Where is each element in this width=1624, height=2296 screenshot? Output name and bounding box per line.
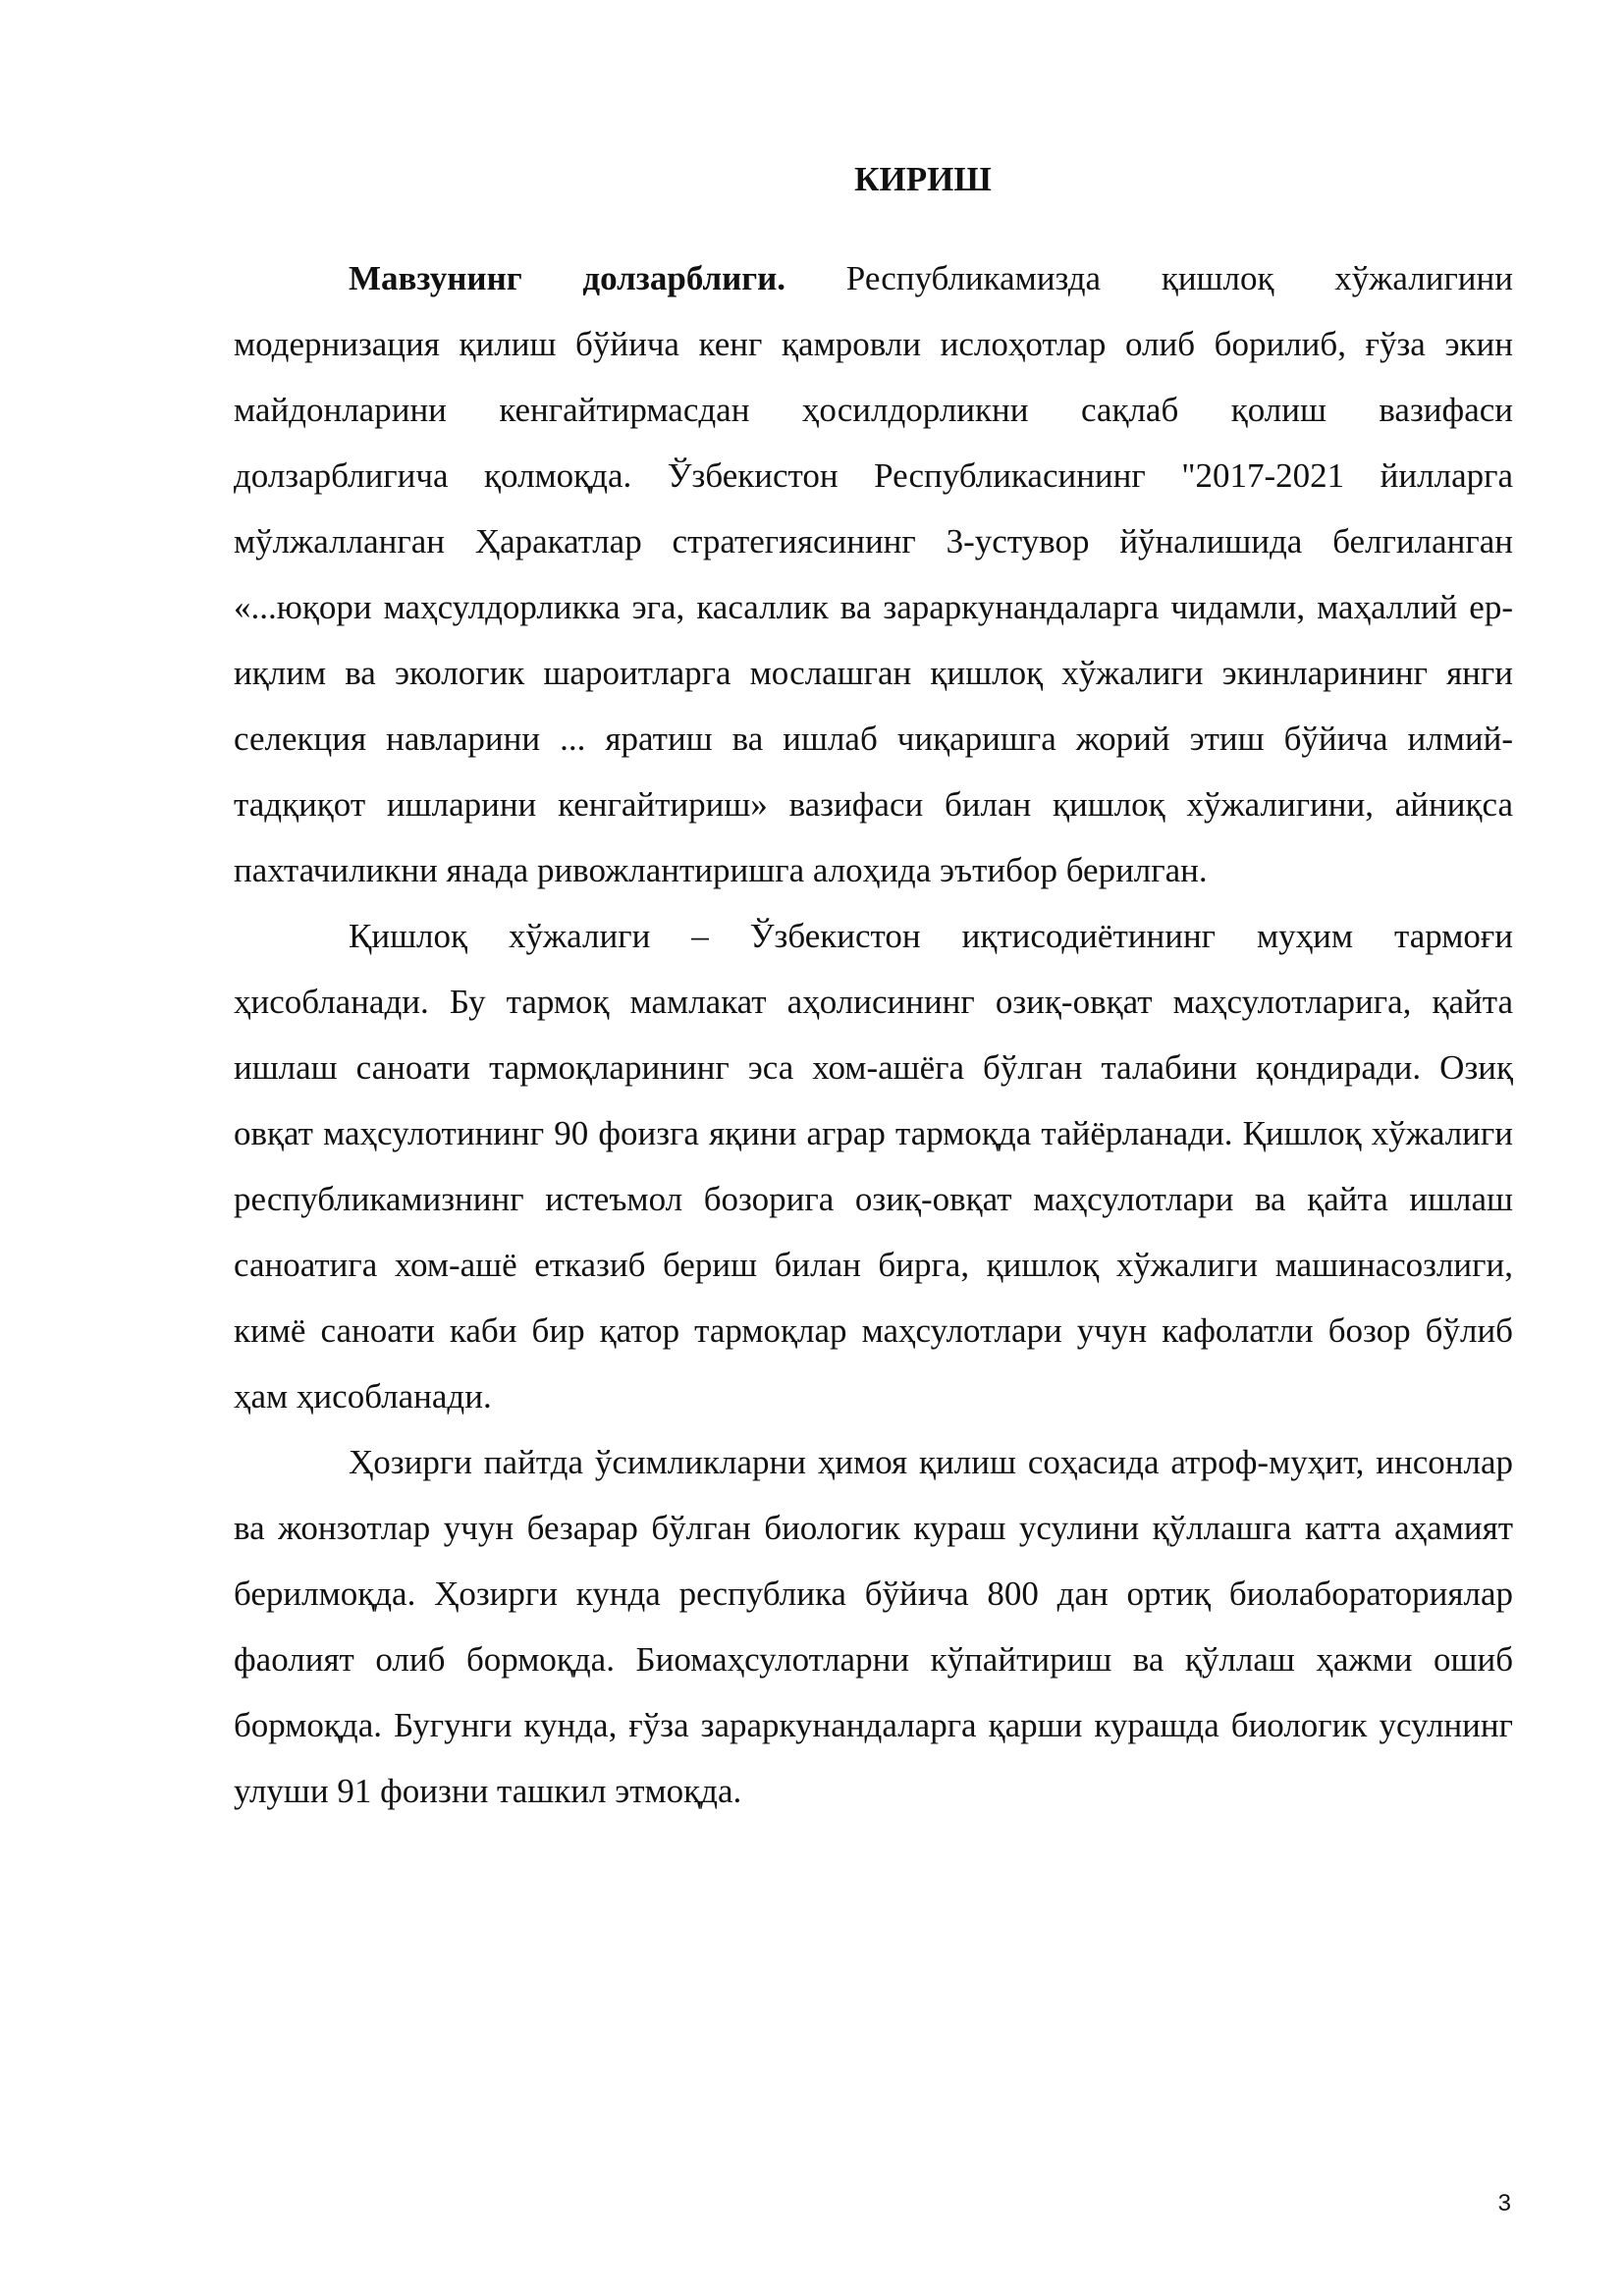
- page-number: 3: [1497, 2190, 1511, 2216]
- paragraph-relevance: [234, 245, 1513, 903]
- paragraph-lead: Мавзунинг долзарблиги.: [349, 259, 786, 297]
- paragraph-agriculture: Қишлоқ хўжалиги – Ўзбекистон иқтисодиётининг муҳим тармоғи ҳисобланади. Бу тармоқ мамлакат аҳолисининг озиқ-овқат маҳсулотларига, қайта ишлаш саноати тармоқларининг эса хом-ашёга бўлган талабини қондиради. Озиқ овқат маҳсулотининг 90 фоизга яқини аграр тармоқда тайёрланади. Қишлоқ хўжалиги республикамизнинг истеъмол бозорига озиқ-овқат маҳсулотлари ва қайта ишлаш саноатига хом-ашё етказиб бериш билан бирга, қишлоқ хўжалиги машинасозлиги, кимё саноати каби бир қатор тармоқлар маҳсулотлари учун кафолатли бозор бўлиб ҳам ҳисобланади.: [234, 917, 1513, 1415]
- paragraph-text: Республикамизда қишлоқ хўжалигини модернизация қилиш бўйича кенг қамровли ислоҳотлар олиб борилиб, ғўза экин майдонларини кенгайтирмасдан ҳосилдорликни сақлаб қолиш вазифаси долзарблигича қолмоқда. Ўзбекистон Республикасининг "2017-2021 йилларга мўлжалланган Ҳаракатлар стратегиясининг 3-устувор йўналишида белгиланган «...юқори маҳсулдорликка эга, касаллик ва зараркунандаларга чидамли, маҳаллий ер-иқлим ва экологик шароитларга мослашган қишлоқ хўжалиги экинларининг янги селекция навларини ... яратиш ва ишлаб чиқаришга жорий этиш бўйича илмий-тадқиқот ишларини кенгайтириш» вазифаси билан қишлоқ хўжалигини, айниқса пахтачиликни янада ривожлантиришга алоҳида эътибор берилган.: [234, 259, 1513, 889]
- body-text: [234, 245, 1513, 1824]
- page-title: КИРИШ: [854, 160, 992, 198]
- paragraph-plant-protection: Ҳозирги пайтда ўсимликларни ҳимоя қилиш соҳасида атроф-муҳит, инсонлар ва жонзотлар учун безарар бўлган биологик кураш усулини қўллашга катта аҳамият берилмоқда. Ҳозирги кунда республика бўйича 800 дан ортиқ биолабораториялар фаолият олиб бормоқда. Биомаҳсулотларни кўпайтириш ва қўллаш ҳажми ошиб бормоқда. Бугунги кунда, ғўза зараркунандаларга қарши курашда биологик усулнинг улуши 91 фоизни ташкил этмоқда.: [234, 1443, 1513, 1810]
